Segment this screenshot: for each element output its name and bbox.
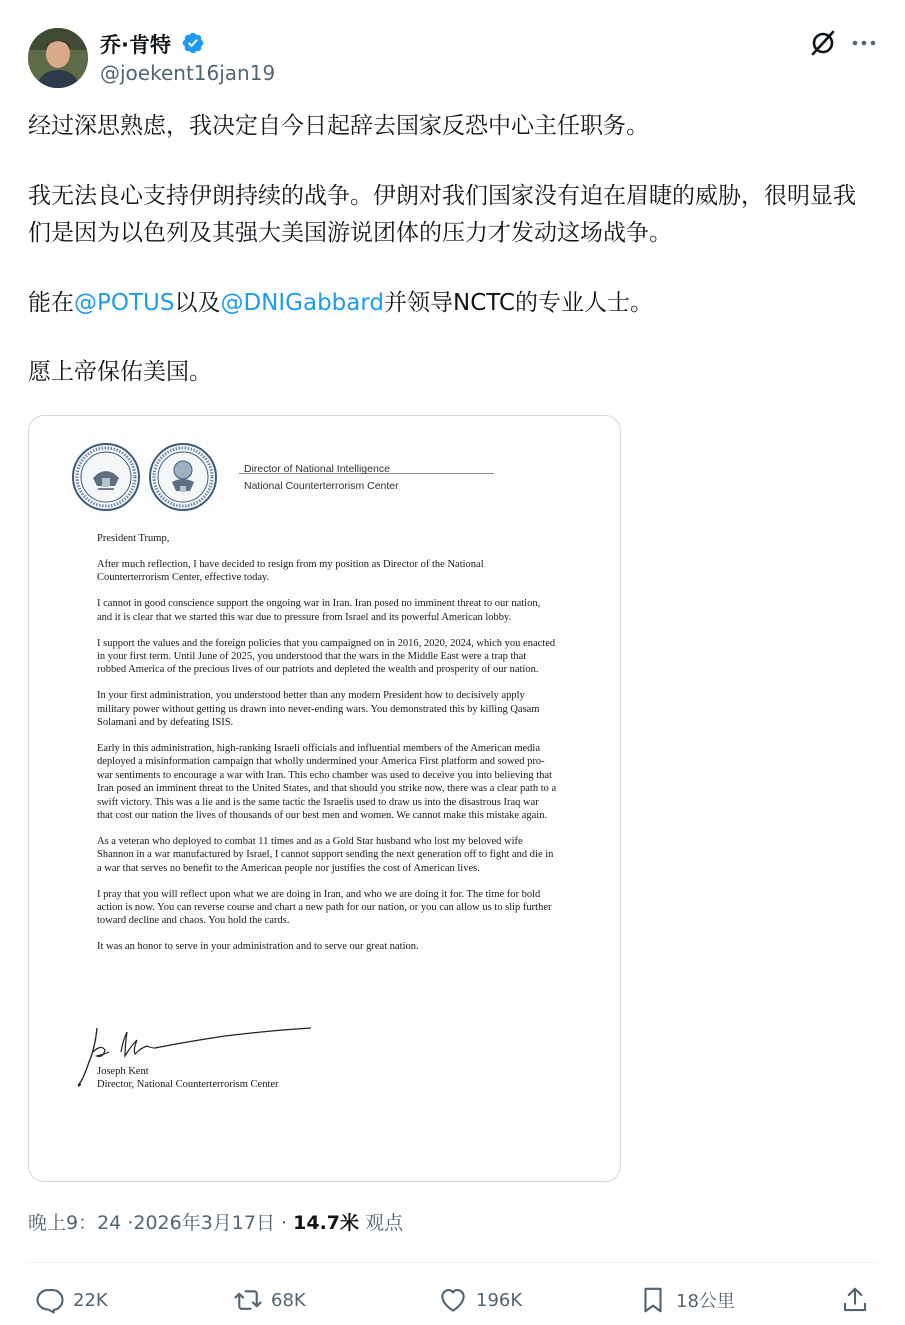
mention-link-dnigabbard[interactable]: @DNIGabbard [220, 290, 385, 316]
letter-paragraph: I pray that you will reflect upon what we are doing in Iran, and who we are doing it for. The time for bold action is now. You can reverse course and chart a new path for our nation, or you can allow us to slip further toward decline and chaos. You hold the cards. [97, 888, 552, 927]
letter-paragraph: Early in this administration, high-ranking Israeli officials and influential members of the American media deployed a misinformation campaign that wholly undermined your America First platform and sowed pro-war sentiments to encourage a war with Iran. This echo chamber was used to deceive you into believing that Iran posed an imminent threat to the United States, and that should you strike now, there was a clear path to a swift victory. This was a lie and is the same tactic the Israelis used to draw us into the disastrous Iraq war that cost our nation the lives of thousands of our best men and women. We cannot make this mistake again. [97, 742, 557, 821]
letter-paragraph: I cannot in good conscience support the ongoing war in Iran. Iran posed no imminent threat to our nation, and it is clear that we started this war due to pressure from Israel and its powerful American lobby. [97, 598, 541, 623]
tweet-text-segment: 以及 [174, 290, 221, 316]
verified-badge-icon [181, 31, 205, 55]
views-count: 14.7米 [293, 1212, 360, 1234]
divider [28, 1262, 878, 1263]
letterhead-line-2: National Counterterrorism Center [244, 480, 399, 492]
reply-icon [35, 1285, 65, 1315]
bookmark-icon [638, 1285, 668, 1315]
tweet-paragraph: 经过深思熟虑，我决定自今日起辞去国家反恐中心主任职务。 [28, 113, 649, 139]
repost-button[interactable] [233, 1284, 306, 1316]
letter-paragraph: As a veteran who deployed to combat 11 times and as a Gold Star husband who lost my beloved wife Shannon in a war manufactured by Israel, I cannot support sending the next generation off to fight and die in a war that serves no benefit to the American people nor justifies the cost of American lives. [97, 835, 554, 874]
post-meta [28, 1208, 403, 1235]
tweet-text-segment: 并领导NCTC的专业人士。 [384, 290, 654, 316]
reply-count: 22K [73, 1289, 108, 1311]
tweet-paragraph-mentions [28, 285, 878, 322]
signature-name: Joseph Kent [97, 1066, 149, 1077]
resignation-letter [29, 416, 621, 1182]
letter-paragraph: It was an honor to serve in your administration and to serve our great nation. [97, 941, 419, 953]
heart-icon [438, 1285, 468, 1315]
repost-count: 68K [271, 1289, 306, 1311]
signature-title: Director, National Counterterrorism Center [97, 1079, 279, 1090]
attached-letter-image[interactable] [28, 415, 621, 1182]
author-handle[interactable]: @joekent16jan19 [100, 61, 276, 85]
dni-seal-icon [71, 442, 141, 512]
repost-icon [233, 1285, 263, 1315]
nctc-seal-icon [148, 442, 218, 512]
letter-paragraph: After much reflection, I have decided to resign from my position as Director of the National Counterterrorism Center, effective today. [97, 558, 484, 584]
meta-separator: · [281, 1212, 288, 1234]
post-date[interactable]: 2026年3月17日 [133, 1212, 275, 1234]
letter-salutation: President Trump, [97, 533, 170, 544]
post-time[interactable]: 晚上9：24 [28, 1212, 122, 1234]
letter-body [97, 532, 557, 966]
letterhead-line-1: Director of National Intelligence [244, 463, 390, 475]
letter-paragraph: I support the values and the foreign policies that you campaigned on in 2016, 2020, 2024, which you enacted in your first term. Until June of 2025, you understood that the wars in the Middle East were a trap that robbed America of the precious lives of our patriots and depleted the wealth and prosperity of our nation. [97, 637, 556, 676]
reply-button[interactable] [35, 1284, 108, 1316]
bookmark-count: 18公里 [676, 1291, 735, 1312]
letter-paragraph: In your first administration, you understood better than any modern President how to decisively apply military power without getting us drawn into never-ending wars. You demonstrated this by killing Qasam Solamani and by defeating ISIS. [97, 690, 540, 729]
mention-link-potus[interactable]: @POTUS [74, 290, 175, 316]
more-options-icon[interactable] [848, 30, 880, 56]
author-display-name[interactable]: 乔·肯特 [100, 33, 171, 57]
share-icon [840, 1285, 870, 1315]
like-count: 196K [476, 1289, 523, 1311]
share-button[interactable] [840, 1284, 870, 1316]
tweet-paragraph: 我无法良心支持伊朗持续的战争。伊朗对我们国家没有迫在眉睫的威胁，很明显我们是因为以色列及其强大美国游说团体的压力才发动这场战争。 [28, 183, 856, 246]
tweet-paragraph: 愿上帝保佑美国。 [28, 359, 212, 385]
avatar[interactable] [28, 28, 88, 88]
tweet-text-segment: 能在 [28, 290, 74, 316]
like-button[interactable] [438, 1284, 522, 1316]
meta-separator: · [127, 1212, 134, 1234]
grok-icon[interactable] [808, 28, 838, 58]
bookmark-button[interactable] [638, 1284, 735, 1316]
views-label: 观点 [365, 1212, 404, 1234]
tweet-text [28, 108, 878, 424]
